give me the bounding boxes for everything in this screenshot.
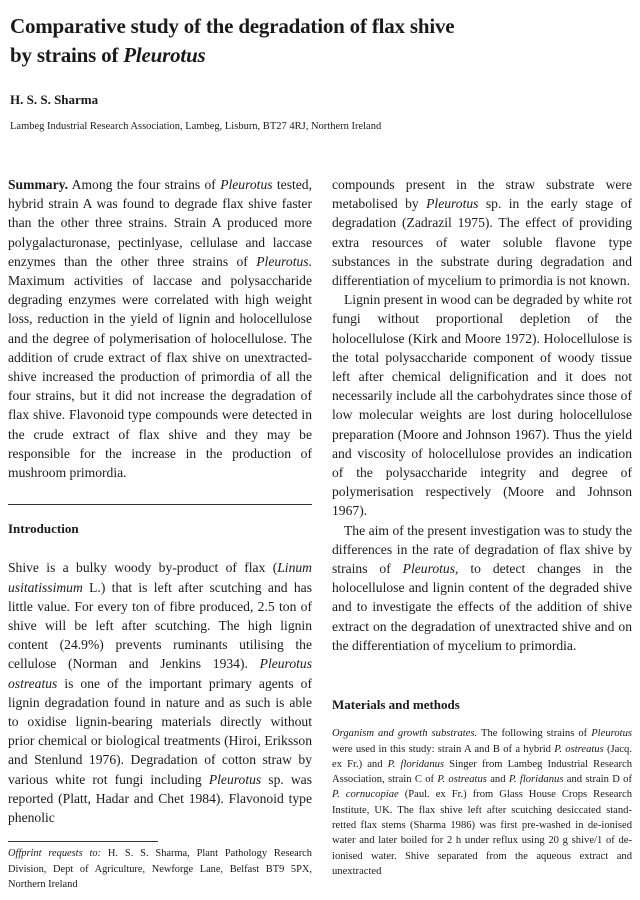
lignin-paragraph: Lignin present in wood can be degraded by white rot fungi without proportional depletion of the holocellulose (Kirk and Moore 1972). Holocellulose is the total polysaccharide component of woody tissue left after chemical delignification and it does not necessarily include all the carbohydrates since those of low molecular weights are lost during holocellulose preparation (Moore and Johnson 1967). Thus the yield and viscosity of holocellulose provides an indication of the polysaccharide integrity and degree of polymerisation respectively (Moore and Johnson 1967). xyxy=(332,292,632,519)
section-divider xyxy=(8,504,312,505)
author-affiliation: Lambeg Industrial Research Association, Lambeg, Lisburn, BT27 4RJ, Northern Ireland xyxy=(10,121,382,132)
methods-italic-3: P. floridanus xyxy=(387,758,445,770)
summary-text-1: Among the four strains of xyxy=(68,177,221,192)
methods-text-4: Singer from Lambeg Industrial Research Association, strain C of xyxy=(332,758,632,786)
author-name: H. S. S. Sharma xyxy=(10,92,99,107)
right-text-2: sp. in the early stage of degradation (Zadrazil 1975). The effect of providing extra resources of water soluble flavone type substances in the substrate during degradation and differentiation of mycelium to primordia is not known. xyxy=(332,196,633,289)
introduction-heading: Introduction xyxy=(8,521,79,537)
summary-text-2: tested, hybrid strain A was found to degrade flax shive faster than the other three strains. Strain A produced more polygalacturonase, pectinlyase, cellulase and laccase enzymes than the other three strains of xyxy=(8,177,312,269)
intro-text-3: is one of the important primary agents of lignin degradation found in nature and as such is able to oxidise lignin-bearing materials directly without prior chemical or biological treatments (Hiroi, Eriksson and Stenlund 1976). Degradation of cotton straw by various white rot fungi including xyxy=(8,675,312,787)
intro-text-4: sp. was reported (Platt, Hadar and Chet 1984). Flavonoid type phenolic xyxy=(8,771,312,826)
introduction-paragraph xyxy=(8,558,312,827)
aim-text-2: to detect changes in the holocellulose and lignin content of the degraded shive and to investigate the effects of the addition of shive extract on the degradation of unextracted shive and on the differentiation of mycelium to primordia. xyxy=(332,561,632,653)
intro-italic-1: Linum usitatissimum xyxy=(8,560,312,595)
summary-heading: Summary. xyxy=(8,177,69,192)
intro-text-1: Shive is a bulky woody by-product of flax ( xyxy=(8,560,278,576)
methods-italic-5: P. floridanus xyxy=(508,774,564,786)
footnote-text: H. S. S. Sharma, Plant Pathology Research Division, Dept of Agriculture, Newforge Lane, Belfast BT9 5PX, Northern Ireland xyxy=(8,848,312,891)
methods-text-1: The following strains of xyxy=(477,728,592,740)
summary-italic-1: Pleurotus xyxy=(220,177,273,192)
title-line-2-prefix: by strains of xyxy=(10,43,124,67)
methods-italic-1: Pleurotus xyxy=(591,728,633,740)
article-title xyxy=(10,12,620,70)
right-text-1: compounds present in the straw substrate were metabolised by xyxy=(332,177,632,212)
methods-text-6: and strain D of xyxy=(563,774,633,786)
left-column xyxy=(8,175,312,893)
aim-text-1: The aim of the present investigation was to study the differences in the rate of degradation of flax shive by strains of xyxy=(332,522,632,577)
intro-text-2: L.) that is left after scutching and has little value. For every ton of fibre produced, 2.5 ton of shive will be left after scutching. The high lignin content (24.9%) prevents ruminants utilising the cellulose (Norman and Jenkins 1934). xyxy=(8,579,312,672)
title-line-2-italic: Pleurotus xyxy=(123,43,206,67)
summary-italic-2: Pleurotus. xyxy=(256,253,312,269)
intro-italic-3: Pleurotus xyxy=(208,771,262,787)
methods-text-3: (Jacq. ex Fr.) and xyxy=(332,743,633,770)
summary-text-3: Maximum activities of laccase and polysaccharide degrading enzymes were correlated with high weight loss, reduction in the yield of lignin and holocellulose and the degree of polymerisation of holocellulose. The addition of crude extract of flax shive on unextracted-shive increased the production of primordia of all the four strains, but it did not increase the degradation of flax shive. Flavonoid type compounds were detected in the crude extract of flax shive and they may be responsible for the increase in the production of mushroom primordia. xyxy=(8,273,312,481)
methods-italic-6: P. cornucopiae xyxy=(332,789,399,801)
methods-paragraph xyxy=(332,726,632,879)
methods-text-7: (Paul. ex Fr.) from Glass House Crops Research Institute, UK. The flax shive left after scutching desiccated stand-retted flax stems (Sharma 1986) was first pre-washed in de-ionised water and later boiled for 2 h under reflux using 20 g shive/1 of de-ionised water. Shive separated from the aqueous extract and unextracted xyxy=(332,789,632,877)
footnote-rule xyxy=(8,841,158,842)
right-column xyxy=(332,175,632,879)
aim-paragraph xyxy=(332,521,632,655)
title-line-1: Comparative study of the degradation of flax shive xyxy=(10,14,455,38)
methods-italic-2: P. ostreatus xyxy=(554,743,604,755)
methods-italic-4: P. ostreatus xyxy=(437,774,487,786)
methods-text-2: were used in this study: strain A and B of a hybrid xyxy=(332,743,555,755)
flavonoid-paragraph xyxy=(332,175,632,290)
summary-paragraph xyxy=(8,175,312,482)
intro-italic-2: Pleurotus ostreatus xyxy=(8,656,312,691)
methods-heading: Materials and methods xyxy=(332,697,460,713)
footnote-label: Offprint requests to: xyxy=(8,848,102,860)
aim-italic: Pleurotus, xyxy=(402,561,459,577)
methods-subheading: Organism and growth substrates. xyxy=(332,728,478,740)
methods-text-5: and xyxy=(486,774,509,786)
footnote-offprint xyxy=(8,846,312,893)
right-italic-1: Pleurotus xyxy=(426,196,479,212)
